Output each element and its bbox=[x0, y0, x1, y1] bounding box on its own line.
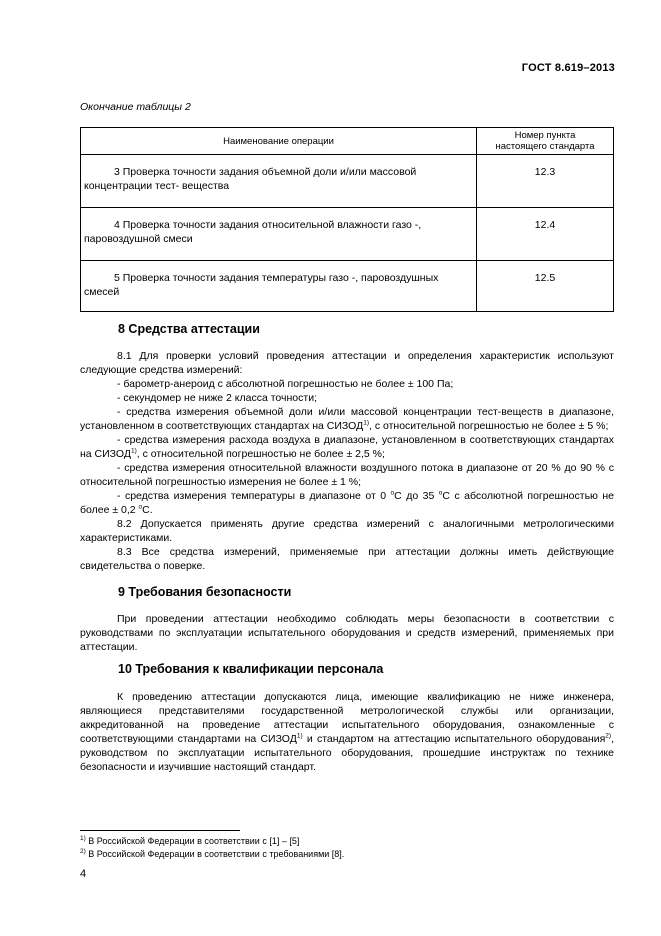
list-item: - средства измерения объемной доли и/или массовой концентрации тест-веществ в диапазоне, установленном в соответствующих стандартах на СИЗОД$^{1)}$, с относительной погрешностью не более ± 5 %; bbox=[80, 406, 614, 432]
paragraph: К проведению аттестации допускаются лица, имеющие квалификацию не ниже инженера, являющиеся представителями государственной метрологической службы или организации, аккредитованной на проведение аттестации испытательного оборудования, ознакомленные с соответствующими стандартами на СИЗОД$^{1)}$ и стандартом на аттестацию испытательного оборудования$^{2)}$, руководством по эксплуатации испытательного оборудования, прошедшие инструктаж по технике безопасности и изучившие настоящий стандарт. bbox=[80, 691, 614, 773]
operation-name: 3 Проверка точности задания объемной доли и/или массовой концентрации тест- вещества bbox=[81, 155, 477, 208]
footnote: $^{2)}$ В Российской Федерации в соответствии с требованиями [8]. bbox=[80, 848, 345, 859]
table-row bbox=[81, 261, 614, 312]
list-item: - средства измерения расхода воздуха в диапазоне, установленном в соответствующих стандартах на СИЗОД$^{1)}$, с относительной погрешностью не более ± 2,5 %; bbox=[80, 434, 614, 460]
paragraph: 8.3 Все средства измерений, применяемые при аттестации должны иметь действующие свидетельства о поверке. bbox=[80, 546, 614, 572]
table-row bbox=[81, 208, 614, 261]
list-item: - средства измерения температуры в диапазоне от 0 $^o$С до 35 $^o$С с абсолютной погрешностью не более ± 0,2 $^o$С. bbox=[80, 489, 615, 516]
operation-number: 12.3 bbox=[477, 155, 614, 208]
section-8-body bbox=[80, 349, 614, 573]
operations-table bbox=[80, 127, 614, 312]
table-row bbox=[81, 155, 614, 208]
operation-name: 5 Проверка точности задания температуры газо -, паровоздушных смесей bbox=[81, 261, 477, 312]
footnote-separator bbox=[80, 830, 240, 831]
paragraph: 8.2 Допускается применять другие средства измерений с аналогичными метрологическими характеристиками. bbox=[80, 518, 614, 544]
paragraph: При проведении аттестации необходимо соблюдать меры безопасности в соответствии с руководствами по эксплуатации испытательного оборудования и средств измерений, применяемых при аттестации. bbox=[80, 613, 614, 653]
section-10-body bbox=[80, 690, 614, 774]
page-number: 4 bbox=[80, 868, 87, 880]
section-9-body bbox=[80, 612, 614, 654]
section-8-title: 8 Средства аттестации bbox=[118, 322, 260, 336]
section-10-title: 10 Требования к квалификации персонала bbox=[118, 662, 384, 676]
operation-number: 12.5 bbox=[477, 261, 614, 312]
standard-code: ГОСТ 8.619–2013 bbox=[521, 62, 615, 74]
list-item: - барометр-анероид с абсолютной погрешностью не более ± 100 Па; bbox=[117, 378, 454, 390]
operation-number: 12.4 bbox=[477, 208, 614, 261]
col-header-number: Номер пункта настоящего стандарта bbox=[477, 128, 614, 155]
col-header-name: Наименование операции bbox=[81, 128, 477, 155]
list-item: - средства измерения относительной влажности воздушного потока в диапазоне от 20 % до 90 % с относительной погрешностью измерения не более ± 1 %; bbox=[80, 462, 614, 488]
paragraph: 8.1 Для проверки условий проведения аттестации и определения характеристик используют следующие средства измерений: bbox=[80, 350, 614, 376]
section-9-title: 9 Требования безопасности bbox=[118, 585, 292, 599]
list-item: - секундомер не ниже 2 класса точности; bbox=[117, 392, 317, 404]
operation-name: 4 Проверка точности задания относительной влажности газо -, паровоздушной смеси bbox=[81, 208, 477, 261]
table-header-row bbox=[81, 128, 614, 155]
footnote: $^{1)}$ В Российской Федерации в соответствии с [1] – [5] bbox=[80, 835, 300, 846]
table-caption: Окончание таблицы 2 bbox=[80, 101, 191, 113]
